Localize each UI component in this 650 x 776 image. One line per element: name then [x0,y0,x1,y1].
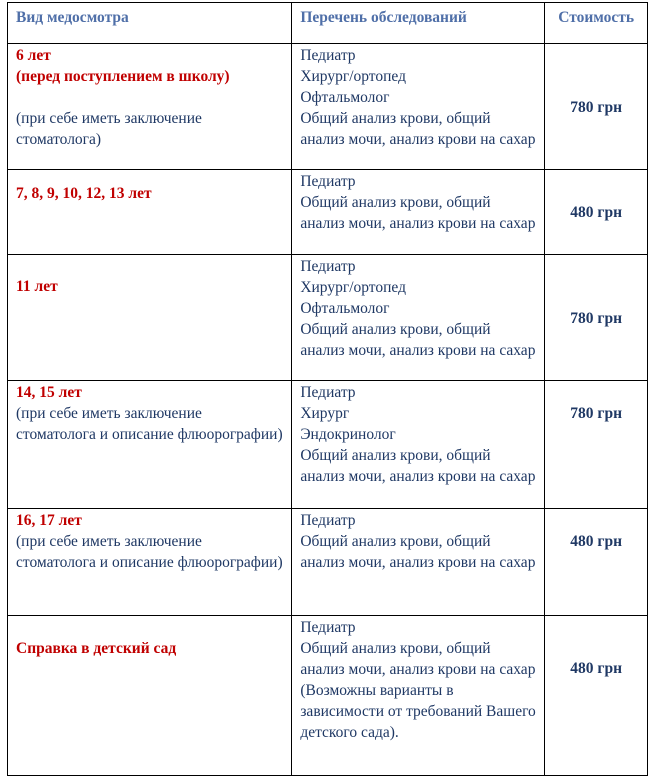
exam-list-cell [292,381,545,509]
exam-item: Общий анализ крови, общий анализ мочи, анализ крови на сахар [300,447,536,485]
exam-item: Офтальмолог [300,300,390,317]
exam-item: Офтальмолог [300,89,390,106]
table-row [8,255,648,381]
table-row [8,44,648,170]
exam-note: (при себе иметь заключение стоматолога и описание флюорографии) [16,533,283,571]
exam-list-cell [292,44,545,170]
table-header-row [8,3,648,44]
exam-item: Педиатр [300,619,356,636]
header-exam-list: Перечень обследований [292,3,545,44]
price-cell: 480 грн [545,616,648,776]
exam-item: Хирург/ортопед [300,68,406,85]
table-row [8,170,648,255]
exam-item: (Возможны варианты в зависимости от требований Вашего детского сада). [300,682,536,741]
exam-item: Общий анализ крови, общий анализ мочи, анализ крови на сахар [300,533,536,571]
exam-item: Педиатр [300,384,356,401]
exam-item: Общий анализ крови, общий анализ мочи, анализ крови на сахар [300,321,536,359]
exam-item: Общий анализ крови, общий анализ мочи, анализ крови на сахар [300,194,536,232]
exam-item: Педиатр [300,47,356,64]
exam-type-cell [8,381,292,509]
age-label: 6 лет [16,47,51,64]
exam-list-cell [292,255,545,381]
exam-type-cell [8,44,292,170]
price-cell: 480 грн [545,509,648,616]
header-exam-type: Вид медосмотра [8,3,292,44]
age-sublabel: (перед поступлением в школу) [16,68,230,85]
exam-type-cell [8,170,292,255]
price-cell: 780 грн [545,255,648,381]
age-label: 7, 8, 9, 10, 12, 13 лет [16,185,152,202]
age-label: 11 лет [16,278,58,295]
age-label: 14, 15 лет [16,384,82,401]
exam-type-cell [8,255,292,381]
price-cell: 480 грн [545,170,648,255]
medical-exam-price-table [7,2,648,776]
exam-item: Педиатр [300,173,356,190]
price-cell: 780 грн [545,44,648,170]
exam-type-cell [8,616,292,776]
header-cost: Стоимость [545,3,648,44]
table-row [8,616,648,776]
exam-item: Педиатр [300,258,356,275]
exam-type-cell [8,509,292,616]
exam-item: Хирург/ортопед [300,279,406,296]
age-label: Справка в детский сад [16,640,177,657]
table-row [8,381,648,509]
exam-note: (при себе иметь заключение стоматолога) [16,110,202,148]
exam-item: Общий анализ крови, общий анализ мочи, анализ крови на сахар [300,110,536,148]
exam-item: Эндокринолог [300,426,396,443]
exam-note: (при себе иметь заключение стоматолога и описание флюорографии) [16,405,283,443]
exam-item: Общий анализ крови, общий анализ мочи, анализ крови на сахар [300,640,536,678]
exam-item: Хирург [300,405,350,422]
exam-list-cell [292,170,545,255]
table-row [8,509,648,616]
age-label: 16, 17 лет [16,512,82,529]
exam-list-cell [292,509,545,616]
exam-item: Педиатр [300,512,356,529]
price-cell: 780 грн [545,381,648,509]
exam-list-cell [292,616,545,776]
